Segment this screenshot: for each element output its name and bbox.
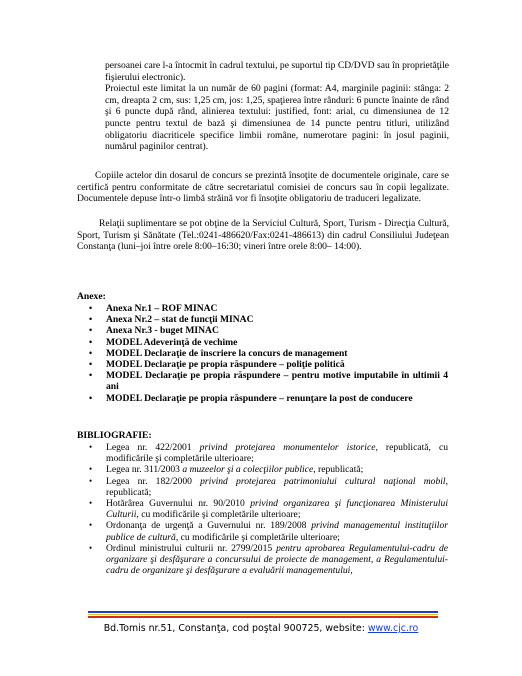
bibliografie-text-a: Ordonanţa de urgenţă a Guvernului nr. 189/2008 (106, 520, 312, 532)
anexa-label: MODEL Declaraţie de înscriere la concurs de management (106, 347, 348, 359)
limit-paragraph: Proiectul este limitat la un număr de 60 pagini (format: A4, marginile paginii: stânga: 2 cm, dreapta 2 cm, sus: 1,25 cm, jos: 1,25, spaţierea între rânduri: 6 puncte înainte de rând şi 6 puncte după rând, alinierea textului: justified, font: arial, cu dimensiunea de 12 puncte pentru textul de bază şi dimensiunea de 14 puncte pentru titluri, utilizând obligatoriu diacriticele specifice limbii române, numerotare pagini: în josul paginii, numărul paginilor centrat). (105, 83, 449, 153)
anexa-label: MODEL Adeverinţă de vechime (106, 336, 238, 348)
bibliografie-text-a: Ordinul ministrului culturii nr. 2799/2015 (106, 542, 277, 554)
bibliografie-text-a: Hotărârea Guvernului nr. 90/2010 (106, 498, 251, 510)
bibliografie-text-a: Legea nr. 311/2003 (106, 464, 183, 476)
bibliografie-text-c: , republicată; (313, 464, 364, 476)
bullet-icon: • (89, 347, 93, 358)
website-link[interactable]: www.cjc.ro (367, 623, 419, 634)
bullet-icon: • (89, 325, 93, 336)
anexa-item (89, 370, 448, 393)
bibliografie-item (89, 475, 448, 498)
bibliografie-text-c: , cu modificările şi completările ulterioare; (136, 509, 301, 521)
anexa-item (89, 359, 448, 371)
bibliografie-list (89, 442, 449, 577)
anexa-label: Anexa Nr.3 - buget MINAC (106, 325, 219, 337)
bullet-icon: • (89, 370, 93, 381)
anexa-item (89, 347, 448, 359)
bibliografie-text-b: privind protejarea monumentelor istorice (199, 442, 376, 453)
anexa-item (89, 314, 448, 326)
bullet-icon: • (89, 542, 93, 553)
bibliografie-title: BIBLIOGRAFIE: (77, 430, 152, 441)
bullet-icon: • (89, 336, 93, 347)
bullet-icon: • (89, 303, 93, 313)
footer-line-red (88, 616, 438, 618)
relations-paragraph: Relaţii suplimentare se pot obţine de la Serviciul Cultură, Sport, Turism - Direcţia Cultură, Sport, Turism şi Sănătate (Tel.:0241-486620/Fax:0241-486613) din cadrul Consiliului Judeţean Constanţa (luni–joi între orele 8:00–16:30; vineri între orele 8:00– 14:00). (77, 218, 449, 253)
anexe-list (89, 303, 448, 404)
bullet-icon: • (89, 359, 93, 370)
bullet-icon: • (89, 392, 93, 403)
footer-line-blue (88, 611, 438, 613)
bullet-icon: • (89, 442, 93, 452)
bibliografie-text-b: pentru aprobarea Regulamentului-cadru de organizare şi desfăşurare a concursului de proiecte de management, a Regulamentului-cadru de organizare şi desfăşurare a evaluării managementului, (106, 542, 449, 577)
intro-continuation (105, 60, 449, 153)
anexa-label: MODEL Declaraţie pe propia răspundere – renunţare la post de conducere (106, 392, 413, 404)
bibliografie-item (89, 520, 448, 543)
anexa-item (89, 303, 448, 314)
bibliografie-item (89, 498, 448, 521)
bullet-icon: • (89, 475, 93, 486)
anexa-item (89, 325, 448, 337)
footer-line-yellow (88, 614, 438, 616)
bibliografie-text-b: privind managementul instituţiilor publice de cultură (106, 520, 448, 543)
bibliografie-item (89, 542, 449, 577)
footer-address-text: Bd.Tomis nr.51, Constanţa, cod poştal 900725, website: (103, 623, 368, 634)
bibliografie-text-b: privind protejarea patrimoniului cultural naţional mobil (200, 475, 446, 487)
bibliografie-text-b: a muzeelor şi a colecţiilor publice (182, 464, 314, 476)
bibliografie-text-a: Legea nr. 182/2000 (106, 475, 201, 487)
anexa-label: Anexa Nr.1 – ROF MINAC (106, 303, 218, 314)
bullet-icon: • (89, 464, 93, 475)
anexa-item (89, 336, 448, 348)
bibliografie-item (89, 442, 449, 465)
footer-divider (88, 611, 438, 619)
bibliografie-text-c: , republicată, cu modificările şi completările ulterioare; (106, 442, 449, 465)
bibliografie-item (89, 464, 448, 476)
bibliografie-text-c: , republicată; (106, 475, 448, 498)
anexa-label: MODEL Declaraţie pe propia răspundere – pentru motive imputabile în ultimii 4 ani (106, 370, 448, 393)
anexa-label: MODEL Declaraţie pe propia răspundere – poliţie politică (106, 359, 345, 371)
bullet-icon: • (89, 314, 93, 325)
bibliografie-text-a: Legea nr. 422/2001 (106, 442, 200, 453)
bullet-icon: • (89, 498, 93, 509)
copies-paragraph: Copiile actelor din dosarul de concurs se prezintă însoţite de documentele originale, care se certifică pentru conformitate de către secretariatul comisiei de concurs sau în copii legalizate. Documentele depuse într-o limbă străină vor fi însoţite obligatoriu de traduceri legalizate. (77, 170, 449, 205)
anexe-title: Anexe: (77, 291, 106, 302)
intro-line: persoanei care l-a întocmit în cadrul textului, pe suportul tip CD/DVD sau în proprietăţile fişierului electronic). (105, 60, 449, 83)
anexa-label: Anexa Nr.2 – stat de funcţii MINAC (106, 314, 254, 326)
bibliografie-text-b: privind organizarea şi funcţionarea Ministerului Culturii (106, 498, 448, 521)
bullet-icon: • (89, 520, 93, 531)
anexa-item (89, 392, 448, 404)
footer-address (0, 623, 522, 634)
bibliografie-text-c: , cu modificările şi completările ulterioare; (175, 531, 340, 543)
